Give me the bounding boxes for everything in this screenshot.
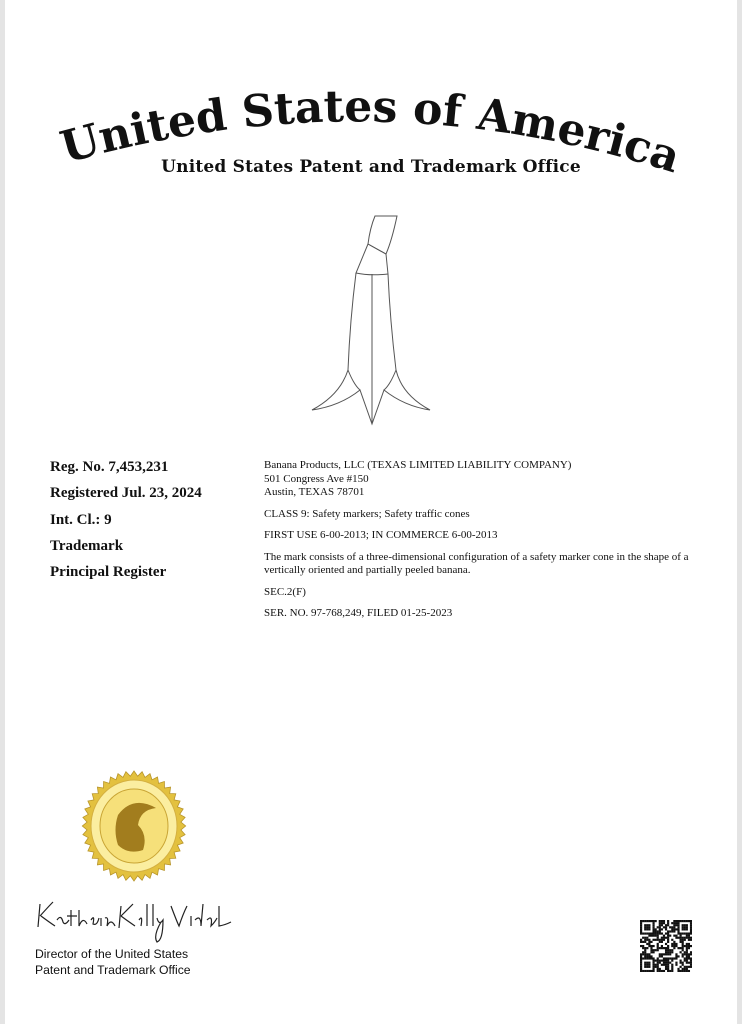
- reg-number: Reg. No. 7,453,231: [50, 459, 169, 475]
- section-text: SEC.2(F): [264, 585, 306, 598]
- serial-text: SER. NO. 97-768,249, FILED 01-25-2023: [264, 607, 453, 619]
- director-line1: Director of the United States: [35, 947, 189, 961]
- banana-cone-drawing: [300, 210, 440, 430]
- office-subtitle: United States Patent and Trademark Office: [161, 157, 581, 177]
- address-line1: 501 Congress Ave #150: [264, 472, 369, 485]
- title-text: United States of America: [55, 81, 687, 184]
- director-signature: [35, 892, 235, 947]
- int-class: Int. Cl.: 9: [50, 511, 112, 528]
- address-line2: Austin, TEXAS 78701: [264, 486, 365, 498]
- first-use-text: FIRST USE 6-00-2013; IN COMMERCE 6-00-2013: [264, 529, 498, 541]
- qr-code[interactable]: [640, 920, 692, 972]
- gold-seal-icon: [78, 770, 190, 882]
- owner: Banana Products, LLC (TEXAS LIMITED LIABILITY COMPANY): [264, 459, 572, 471]
- director-line2: Patent and Trademark Office: [35, 963, 191, 977]
- register-type: Principal Register: [50, 564, 167, 581]
- registration-info: [50, 457, 202, 588]
- mark-description: The mark consists of a three-dimensional configuration of a safety marker cone in the shape of a vertically oriented and partially peeled banana.: [264, 550, 689, 576]
- mark-type: Trademark: [50, 537, 124, 554]
- class-text: CLASS 9: Safety markers; Safety traffic cones: [264, 507, 470, 520]
- director-title: [35, 946, 191, 978]
- registered-date: Registered Jul. 23, 2024: [50, 485, 202, 502]
- registration-details: [264, 459, 704, 629]
